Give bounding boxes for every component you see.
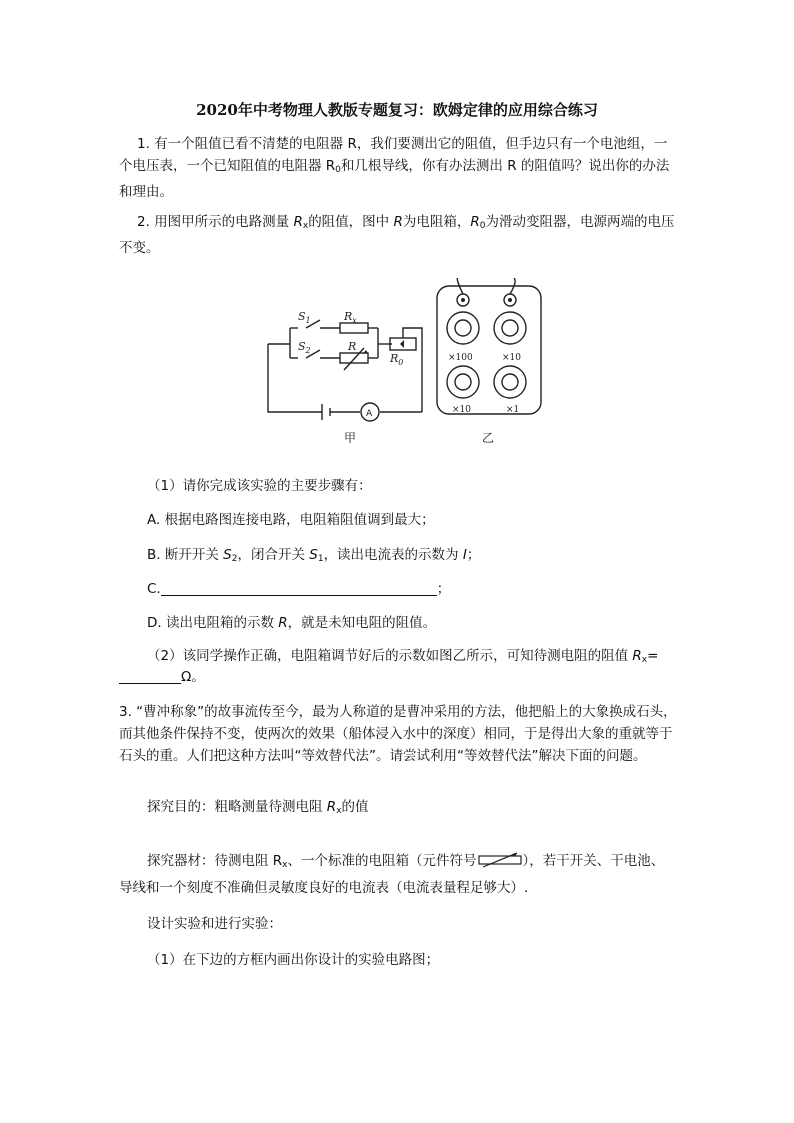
step-b-s2: S [223,547,232,563]
step-d-r: R [278,615,288,631]
step-c-label: C. [147,581,161,597]
q2-part2-rx-sub: x [641,655,648,665]
step-b-s1-sub: 1 [317,554,324,564]
fig-rx: $R_x$ [344,310,357,325]
step-d-text-2: ，就是未知电阻的阻值。 [287,615,437,631]
equip-text-1: 探究器材：待测电阻 R [147,853,283,869]
equip-text-3: ），若干开关、干电池、 [522,853,665,869]
design-step-1: （1）在下边的方框内画出你设计的实验电路图； [147,952,440,968]
page-title: 2020年中考物理人教版专题复习：欧姆定律的应用综合练习 [196,101,598,119]
equip-sub: x [282,860,288,870]
step-b [147,545,480,569]
dial-mult-2: ×10 [502,353,521,363]
q2-r0-sub: 0 [479,221,486,231]
q2-part2-rx: R [632,648,642,664]
q2-part2 [147,646,658,670]
step-b-i: I [462,547,467,563]
resistor-box-symbol-icon [477,852,523,868]
equip-line-2: 导线和一个刻度不准确但灵敏度良好的电流表（电流表量程足够大）. [119,880,529,896]
goal-sub: x [336,806,342,816]
q2-rx-sub: x [302,221,309,231]
q1-text-b: 和几根导线，你有办法测出 R 的阻值吗？说出你的办法和理由。 [119,158,670,200]
goal-r: R [326,799,337,815]
q2-part2-unit: Ω。 [181,669,205,685]
dial-mult-4: ×1 [506,405,520,415]
dial-mult-1: ×100 [448,353,473,363]
fig-s1: $S_1$ [298,310,311,325]
fig-r: R [348,340,357,353]
ammeter-label: A [366,409,373,419]
design-heading: 设计实验和进行实验： [147,916,282,932]
goal-line [147,797,369,821]
step-b-text-3: ，读出电流表的示数为 [323,547,463,563]
fig-r0: $R_0$ [390,352,404,367]
q2-text-4: 为滑动变阻器，电源两端的电压不变。 [119,214,675,256]
caption-jia: 甲 [344,431,357,445]
equip-text-2: 、一个标准的电阻箱（元件符号 [287,853,477,869]
q2-text-3: 为电阻箱， [402,214,471,230]
step-b-text-1: B. 断开开关 [147,547,224,563]
q1-sub: 0 [335,165,341,175]
q2-r: R [393,214,403,230]
step-b-text-4: ； [466,547,481,563]
fig-s2: $S_2$ [298,340,311,355]
q2-rx: R [293,214,303,230]
question-2 [119,211,679,259]
step-b-text-2: ，闭合开关 [237,547,310,563]
caption-yi: 乙 [482,431,495,445]
step-b-s2-sub: 2 [231,554,238,564]
q1-text-a: 1. 有一个阻值已看不清楚的电阻器 R，我们要测出它的阻值，但手边只有一个电池组，一个电压表，一个已知阻值的电阻器 R [119,136,668,174]
step-c-blank[interactable] [161,581,437,596]
goal-text: 探究目的：粗略测量待测电阻 [147,799,327,815]
q2-text-2: 的阻值，图中 [308,214,394,230]
question-3: 3. “曹冲称象”的故事流传至今，最为人称道的是曹冲采用的方法，他把船上的大象换成石头，而其他条件保持不变，使两次的效果（船体浸入水中的深度）相同，于是得出大象的重就等于石头的重。人们把这种方法叫“等效替代法”。请尝试利用“等效替代法”解决下面的问题。 [119,704,677,764]
dial-mult-3: ×10 [452,405,471,415]
goal-end: 的值 [341,799,369,815]
q2-r0: R [470,214,480,230]
circuit-figure [260,278,550,450]
step-d [147,613,436,633]
answer-blank[interactable] [119,669,181,684]
q2-text-1: 2. 用图甲所示的电路测量 [137,214,294,230]
step-c [147,579,450,599]
equip-line [147,851,664,875]
q2-part2-eq: = [647,648,659,664]
step-intro: （1）请你完成该实验的主要步骤有： [147,478,372,494]
step-b-s1: S [309,547,318,563]
step-a: A. 根据电路图连接电路，电阻箱阻值调到最大； [147,512,435,528]
q2-part2-text: （2）该同学操作正确，电阻箱调节好后的示数如图乙所示，可知待测电阻的阻值 [147,648,633,664]
step-d-text-1: D. 读出电阻箱的示数 [147,615,279,631]
q2-part2-answer [119,667,205,687]
question-1 [119,133,679,203]
step-c-end: ； [436,581,451,597]
